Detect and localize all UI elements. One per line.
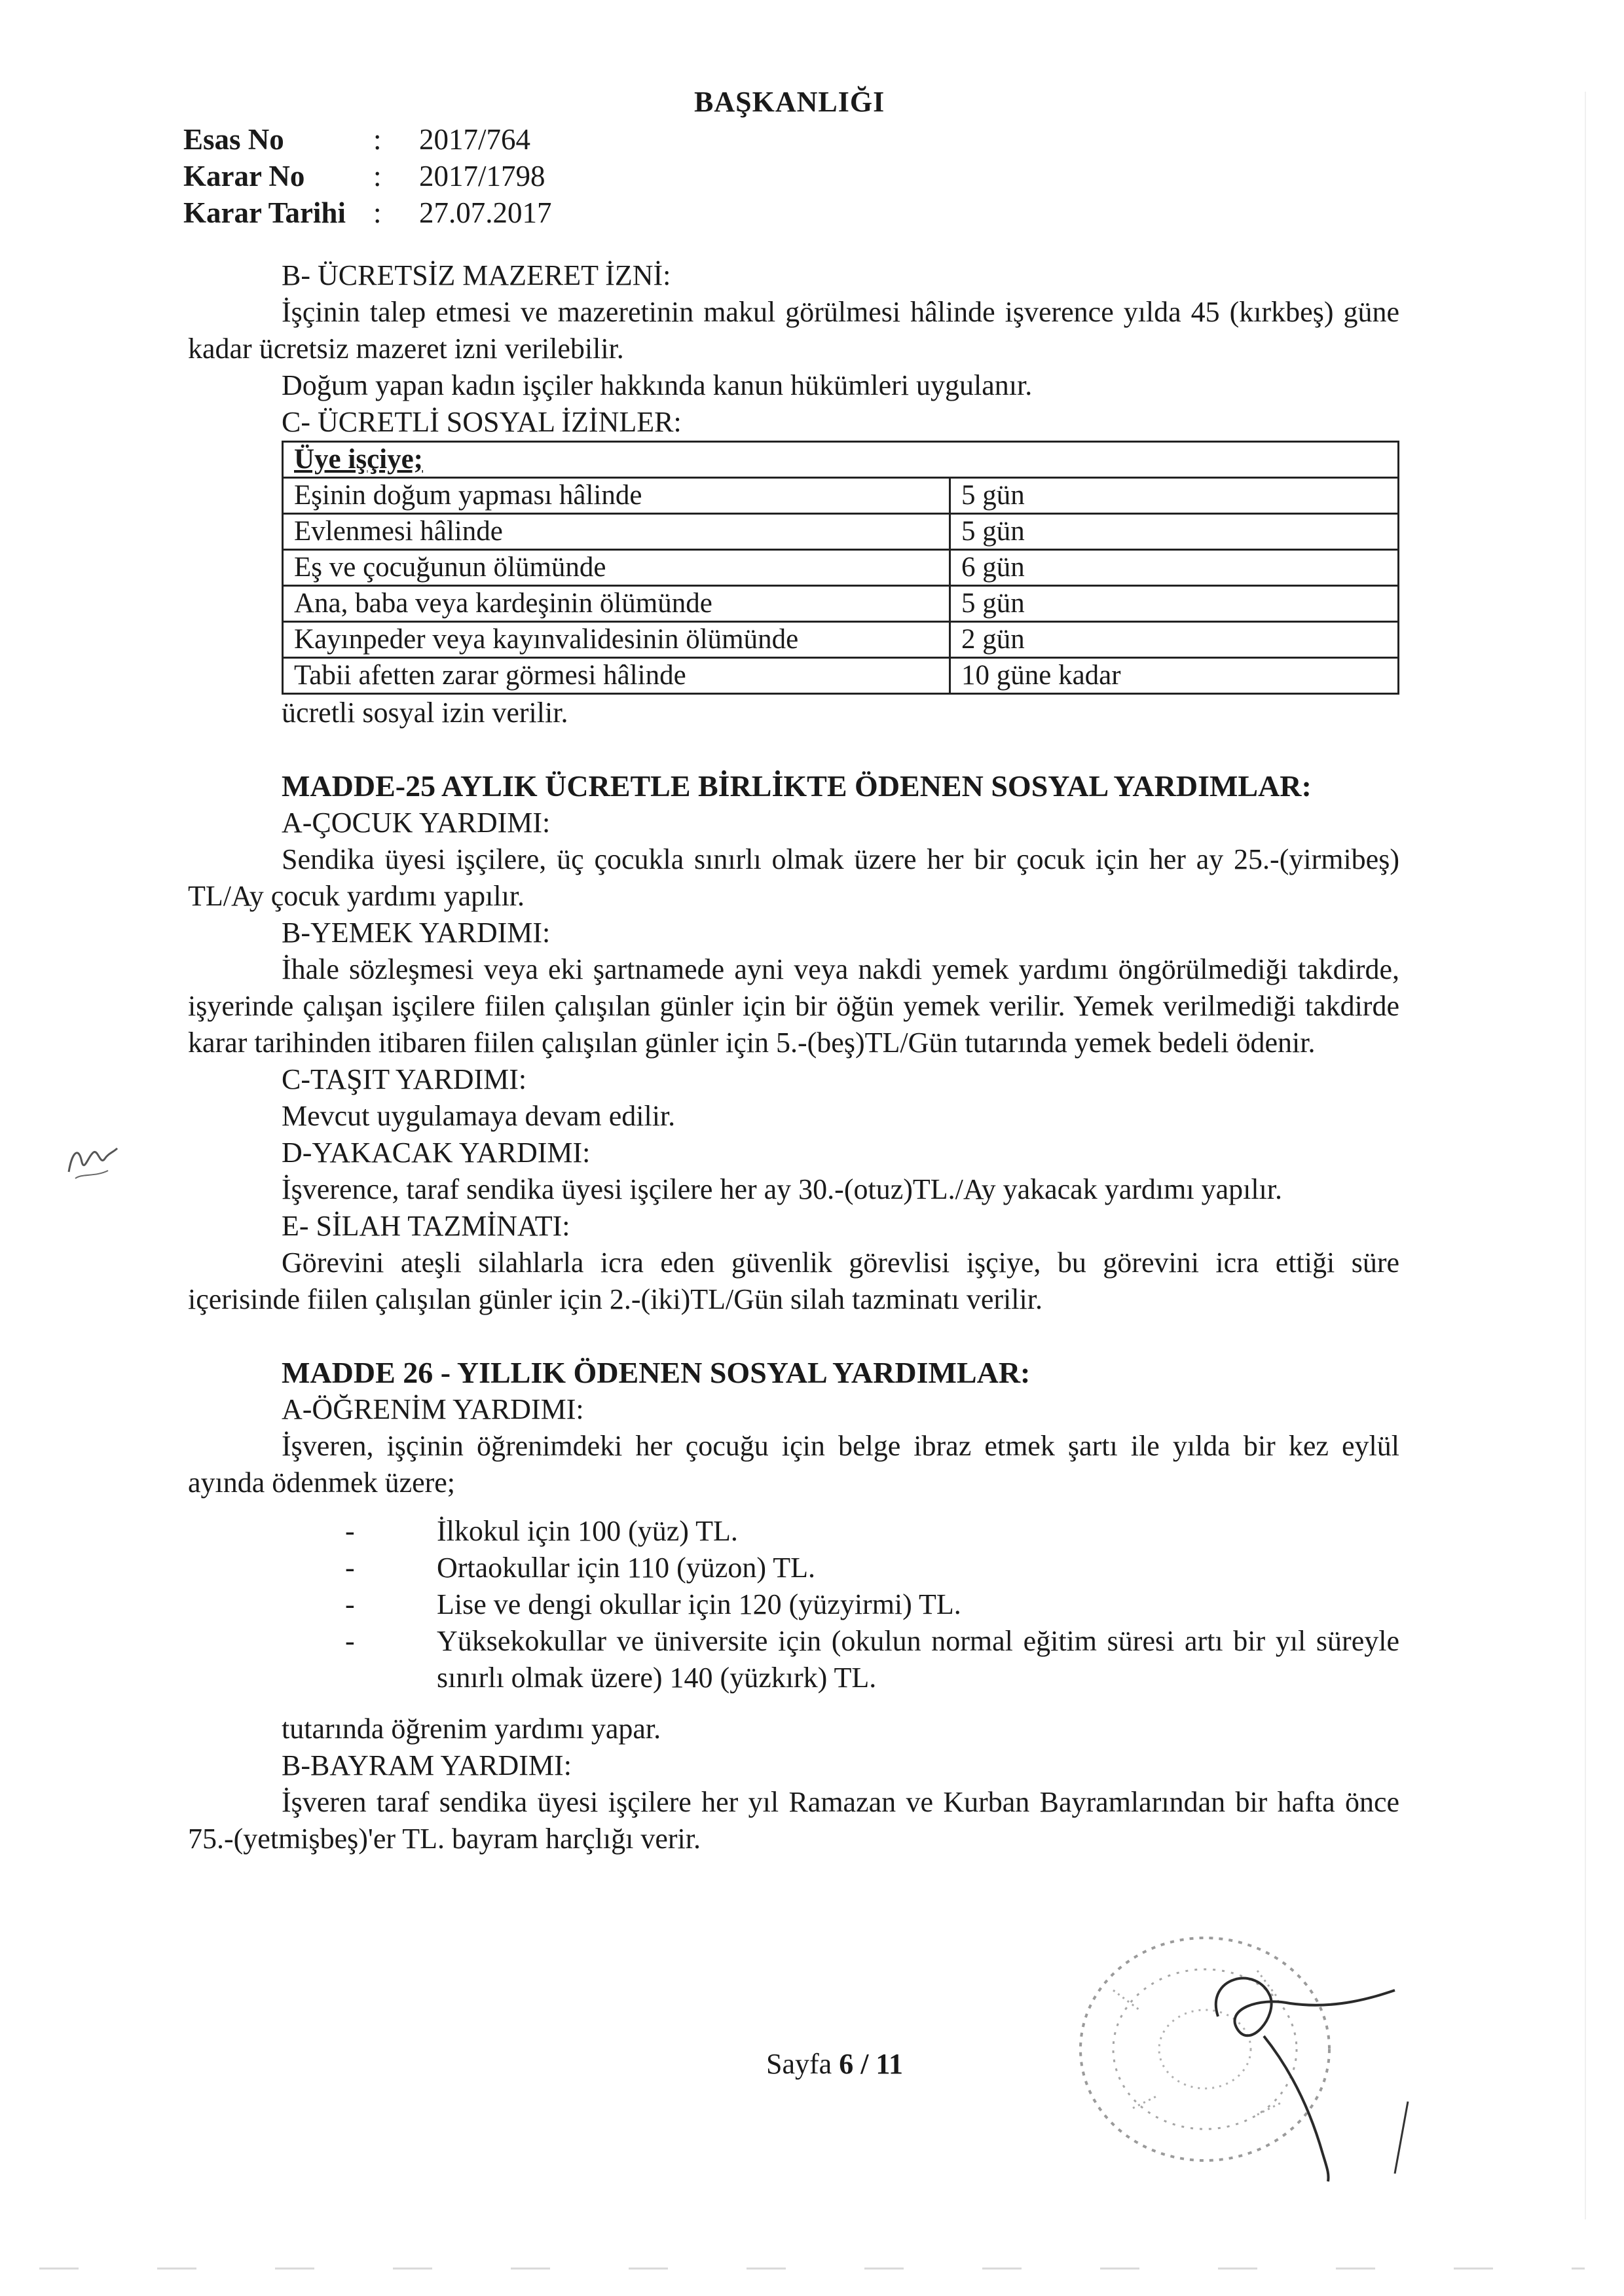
initials-scribble <box>62 1133 121 1185</box>
education-aid-list <box>188 1513 1399 1696</box>
section-heading: E- SİLAH TAZMİNATI: <box>282 1210 570 1242</box>
list-item <box>188 1513 1399 1550</box>
list-item-text: Ortaokullar için 110 (yüzon) TL. <box>437 1552 815 1584</box>
section-heading: C- ÜCRETLİ SOSYAL İZİNLER: <box>282 406 682 438</box>
leave-event-cell: Kayınpeder veya kayınvalidesinin ölümünde <box>283 622 950 658</box>
section-heading: B-YEMEK YARDIMI: <box>282 917 551 949</box>
paragraph: Sendika üyesi işçilere, üç çocukla sınırlı olmak üzere her bir çocuk için her ay 25.-(yirmibeş) TL/Ay çocuk yardımı yapılır. <box>188 843 1399 912</box>
signature <box>1179 1938 1454 2200</box>
leave-days-cell: 5 gün <box>950 514 1399 550</box>
paragraph: İşveren, işçinin öğrenimdeki her çocuğu için belge ibraz etmek şartı ile yılda bir kez eylül ayında ödenmek üzere; <box>188 1430 1399 1499</box>
leave-event-cell: Eşinin doğum yapması hâlinde <box>283 478 950 514</box>
paid-leave-table <box>282 441 1399 695</box>
bullet-dash: - <box>345 1588 355 1620</box>
spacer <box>188 731 1399 768</box>
meta-label: Karar No <box>183 160 305 192</box>
scan-edge-line <box>1585 92 1586 2219</box>
paragraph: İhale sözleşmesi veya eki şartnamede ayni veya nakdi yemek yardımı öngörülmediği takdirde, işyerinde çalışan işçilere fiilen çalışılan günler için bir öğün yemek verilir. Yemek verilmediği takdirde karar tarihinden itibaren fiilen çalışılan günler için 5.-(beş)TL/Gün tutarında yemek bedeli ödenir. <box>188 953 1399 1059</box>
table-row <box>283 586 1399 622</box>
paragraph: İşverence, taraf sendika üyesi işçilere her ay 30.-(otuz)TL./Ay yakacak yardımı yapılır. <box>282 1173 1282 1205</box>
meta-label: Karar Tarihi <box>183 196 346 229</box>
leave-days-cell: 2 gün <box>950 622 1399 658</box>
table-row <box>283 622 1399 658</box>
list-item-text: Lise ve dengi okullar için 120 (yüzyirmi) TL. <box>437 1588 961 1620</box>
meta-colon: : <box>373 123 382 156</box>
document-header-title: BAŞKANLIĞI <box>694 86 885 118</box>
table-row <box>283 478 1399 514</box>
meta-value: 2017/764 <box>419 123 531 156</box>
meta-value: 27.07.2017 <box>419 196 552 229</box>
page-number <box>766 2047 903 2081</box>
table-row <box>283 514 1399 550</box>
paragraph: İşçinin talep etmesi ve mazeretinin makul görülmesi hâlinde işverence yılda 45 (kırkbeş) güne kadar ücretsiz mazeret izni verilebilir. <box>188 296 1399 365</box>
section-heading: B-BAYRAM YARDIMI: <box>282 1749 572 1781</box>
bullet-dash: - <box>345 1515 355 1547</box>
list-item <box>188 1586 1399 1623</box>
paragraph: Mevcut uygulamaya devam edilir. <box>282 1100 676 1132</box>
table-header-text: Üye işçiye; <box>294 444 424 475</box>
section-heading: A-ÖĞRENİM YARDIMI: <box>282 1393 584 1425</box>
table-header-cell <box>283 442 1399 478</box>
meta-value: 2017/1798 <box>419 160 545 192</box>
document-body <box>188 257 1399 1857</box>
article-heading: MADDE 26 - YILLIK ÖDENEN SOSYAL YARDIMLAR: <box>282 1356 1031 1389</box>
paragraph: İşveren taraf sendika üyesi işçilere her yıl Ramazan ve Kurban Bayramlarından bir hafta önce 75.-(yetmişbeş)'er TL. bayram harçlığı verir. <box>188 1786 1399 1855</box>
table-header-row <box>283 442 1399 478</box>
spacer <box>188 1318 1399 1355</box>
scan-artifact-line <box>39 2265 1585 2272</box>
list-item <box>188 1550 1399 1586</box>
page-number-prefix: Sayfa <box>766 2048 832 2080</box>
meta-label: Esas No <box>183 123 284 156</box>
meta-colon: : <box>373 160 382 192</box>
paragraph: tutarında öğrenim yardımı yapar. <box>282 1713 661 1745</box>
article-heading: MADDE-25 AYLIK ÜCRETLE BİRLİKTE ÖDENEN SOSYAL YARDIMLAR: <box>282 769 1312 803</box>
paragraph: Görevini ateşli silahlarla icra eden güvenlik görevlisi işçiye, bu görevini icra ettiği süre içerisinde fiilen çalışılan günler için 2.-(iki)TL/Gün silah tazminatı verilir. <box>188 1247 1399 1315</box>
list-item <box>188 1623 1399 1696</box>
table-row <box>283 658 1399 694</box>
leave-event-cell: Eş ve çocuğunun ölümünde <box>283 550 950 586</box>
table-row <box>283 550 1399 586</box>
section-heading: C-TAŞIT YARDIMI: <box>282 1063 527 1095</box>
leave-event-cell: Tabii afetten zarar görmesi hâlinde <box>283 658 950 694</box>
meta-colon: : <box>373 196 382 229</box>
leave-event-cell: Evlenmesi hâlinde <box>283 514 950 550</box>
leave-days-cell: 5 gün <box>950 478 1399 514</box>
list-item-text: İlkokul için 100 (yüz) TL. <box>437 1515 738 1547</box>
leave-days-cell: 6 gün <box>950 550 1399 586</box>
bullet-dash: - <box>345 1552 355 1584</box>
bullet-dash: - <box>345 1625 355 1657</box>
leave-event-cell: Ana, baba veya kardeşinin ölümünde <box>283 586 950 622</box>
leave-days-cell: 5 gün <box>950 586 1399 622</box>
paragraph: Doğum yapan kadın işçiler hakkında kanun hükümleri uygulanır. <box>282 369 1033 401</box>
leave-days-cell: 10 güne kadar <box>950 658 1399 694</box>
page-number-value: 6 / 11 <box>839 2048 903 2080</box>
section-heading: A-ÇOCUK YARDIMI: <box>282 807 551 839</box>
section-heading: B- ÜCRETSİZ MAZERET İZNİ: <box>282 259 671 291</box>
section-heading: D-YAKACAK YARDIMI: <box>282 1137 591 1169</box>
list-item-text: Yüksekokullar ve üniversite için (okulun normal eğitim süresi artı bir yıl süreyle sınırlı olmak üzere) 140 (yüzkırk) TL. <box>437 1625 1399 1694</box>
paragraph: ücretli sosyal izin verilir. <box>282 697 568 729</box>
